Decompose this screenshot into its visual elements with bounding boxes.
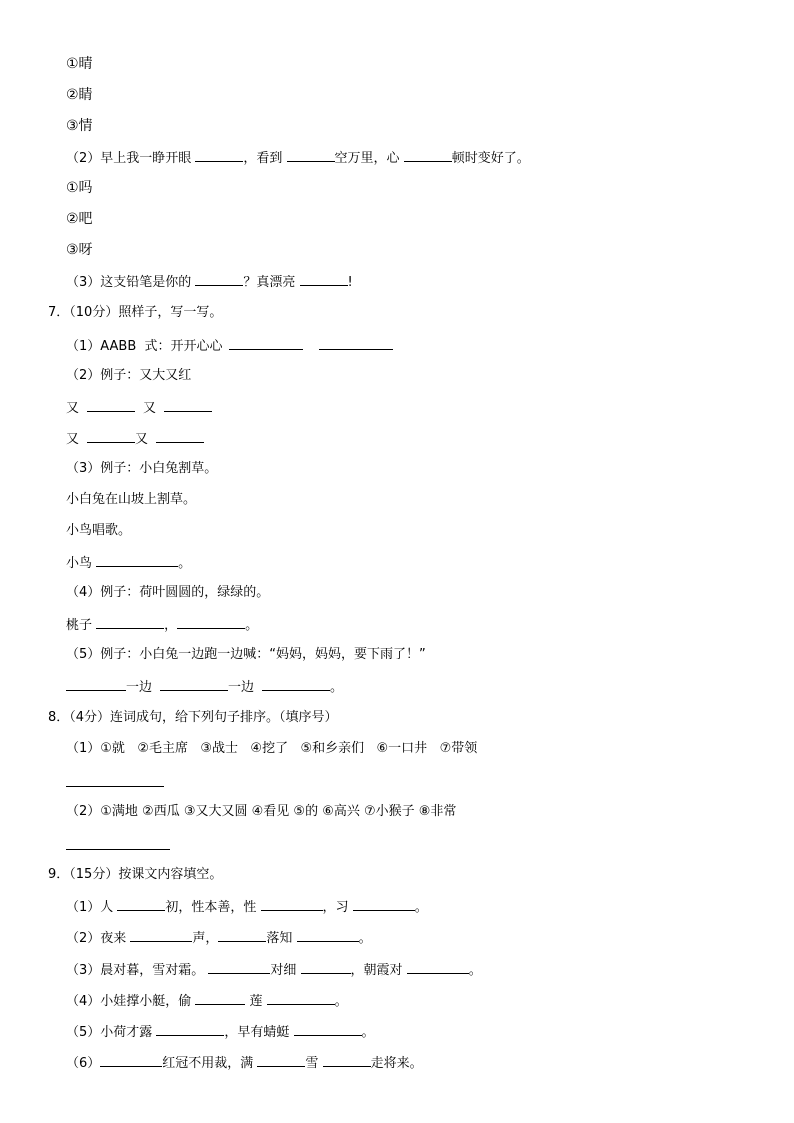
text: 一边: [228, 680, 255, 695]
text: （1）人: [66, 900, 118, 915]
text: !: [347, 275, 353, 290]
answer-blank[interactable]: [262, 677, 330, 691]
text: 。: [361, 1025, 375, 1040]
q7-part2-fill-1: [66, 398, 212, 418]
q9-line-4: [66, 991, 348, 1011]
q9-title: 9．（15分）按课文内容填空。: [48, 867, 223, 882]
q7-part5-example: （5）例子：小白兔一边跑一边喊：“妈妈，妈妈，要下雨了！”: [66, 647, 426, 662]
answer-blank[interactable]: [229, 336, 303, 350]
answer-blank[interactable]: [407, 960, 469, 974]
text: 落知: [266, 931, 297, 946]
q7-part1: [66, 336, 393, 356]
text: （4）小娃撑小艇，偷: [66, 994, 196, 1009]
q9-line-6: [66, 1053, 423, 1073]
text: 又: [135, 432, 149, 447]
answer-blank[interactable]: [287, 148, 335, 162]
text: ，早有蜻蜓: [224, 1025, 294, 1040]
answer-blank[interactable]: [156, 1022, 224, 1036]
q6-part2-option-1: ①吗: [66, 180, 93, 196]
q8-part1-answer-line[interactable]: [66, 786, 164, 787]
answer-blank[interactable]: [87, 398, 135, 412]
answer-blank[interactable]: [353, 897, 415, 911]
q6-part2-option-2: ②吧: [66, 211, 93, 227]
q8-part1-words: （1）①就 ②毛主席 ③战士 ④挖了 ⑤和乡亲们 ⑥一口井 ⑦带领: [66, 741, 478, 756]
text: 。: [330, 680, 344, 695]
text: （5）小荷才露: [66, 1025, 157, 1040]
text: 。: [358, 931, 372, 946]
text: ，习: [322, 900, 353, 915]
answer-blank[interactable]: [66, 677, 126, 691]
text: 又: [66, 432, 80, 447]
q9-line-1: [66, 897, 428, 917]
answer-blank[interactable]: [208, 960, 270, 974]
text: 。: [245, 618, 259, 633]
answer-blank[interactable]: [195, 991, 245, 1005]
q7-part5-fill: [66, 677, 343, 697]
q6-option-1: ①晴: [66, 56, 93, 72]
text: ，朝霞对: [350, 963, 407, 978]
answer-blank[interactable]: [117, 897, 165, 911]
text: （3）晨对暮，雪对霜。: [66, 963, 209, 978]
text: 红冠不用裁，满: [162, 1056, 258, 1071]
answer-blank[interactable]: [297, 928, 359, 942]
text: 初，性本善，性: [165, 900, 261, 915]
text: ，: [164, 618, 178, 633]
answer-blank[interactable]: [96, 553, 178, 567]
text: ，看到: [243, 151, 287, 166]
answer-blank[interactable]: [323, 1053, 371, 1067]
answer-blank[interactable]: [267, 991, 335, 1005]
text: （3）这支铅笔是你的: [66, 275, 196, 290]
text: 一边: [126, 680, 153, 695]
text: 又: [66, 401, 80, 416]
answer-blank[interactable]: [300, 272, 348, 286]
q6-part2-option-3: ③呀: [66, 242, 93, 258]
answer-blank[interactable]: [218, 928, 266, 942]
text: （2）夜来: [66, 931, 131, 946]
answer-blank[interactable]: [100, 1053, 162, 1067]
q7-part3-fill: [66, 553, 191, 573]
q7-part3-example: （3）例子：小白兔割草。: [66, 461, 218, 476]
q9-line-5: [66, 1022, 375, 1042]
answer-blank[interactable]: [130, 928, 192, 942]
text: （6）: [66, 1056, 101, 1071]
text: ？真漂亮: [243, 275, 300, 290]
q7-part2-example: （2）例子：又大又红: [66, 368, 192, 383]
text: 顿时变好了。: [451, 151, 530, 166]
text: 雪: [305, 1056, 323, 1071]
q6-option-3: ③情: [66, 118, 93, 134]
q9-line-3: [66, 960, 482, 980]
text: 。: [414, 900, 428, 915]
answer-blank[interactable]: [156, 429, 204, 443]
text: 桃子: [66, 618, 97, 633]
text: 莲: [245, 994, 267, 1009]
answer-blank[interactable]: [257, 1053, 305, 1067]
answer-blank[interactable]: [319, 336, 393, 350]
text: 。: [334, 994, 348, 1009]
answer-blank[interactable]: [301, 960, 351, 974]
text: 小鸟: [66, 556, 97, 571]
answer-blank[interactable]: [195, 272, 243, 286]
q7-title: 7．（10分）照样子，写一写。: [48, 305, 223, 320]
q6-part2-sentence: [66, 148, 530, 168]
text: 声，: [192, 931, 219, 946]
q7-part4-example: （4）例子：荷叶圆圆的，绿绿的。: [66, 585, 270, 600]
answer-blank[interactable]: [87, 429, 135, 443]
answer-blank[interactable]: [160, 677, 228, 691]
q8-title: 8．（4分）连词成句，给下列句子排序。（填序号）: [48, 710, 338, 725]
text: （1）AABB 式：开开心心: [66, 339, 223, 354]
answer-blank[interactable]: [404, 148, 452, 162]
q7-part3-task: 小鸟唱歌。: [66, 523, 132, 538]
answer-blank[interactable]: [294, 1022, 362, 1036]
q6-option-2: ②睛: [66, 87, 93, 103]
answer-blank[interactable]: [177, 615, 245, 629]
q9-line-2: [66, 928, 372, 948]
q7-part3-answer: 小白兔在山坡上割草。: [66, 492, 197, 507]
text: 对细: [270, 963, 301, 978]
answer-blank[interactable]: [96, 615, 164, 629]
q7-part2-fill-2: [66, 429, 204, 449]
q7-part4-fill: [66, 615, 258, 635]
answer-blank[interactable]: [164, 398, 212, 412]
text: 又: [143, 401, 157, 416]
text: 空万里，心: [334, 151, 404, 166]
text: 。: [468, 963, 482, 978]
q6-part3-sentence: [66, 272, 353, 292]
q8-part2-answer-line[interactable]: [66, 849, 170, 850]
text: （2）早上我一睁开眼: [66, 151, 196, 166]
answer-blank[interactable]: [195, 148, 243, 162]
text: 。: [178, 556, 192, 571]
q8-part2-words: （2）①满地 ②西瓜 ③又大又圆 ④看见 ⑤的 ⑥高兴 ⑦小猴子 ⑧非常: [66, 804, 457, 819]
answer-blank[interactable]: [261, 897, 323, 911]
text: 走将来。: [370, 1056, 423, 1071]
